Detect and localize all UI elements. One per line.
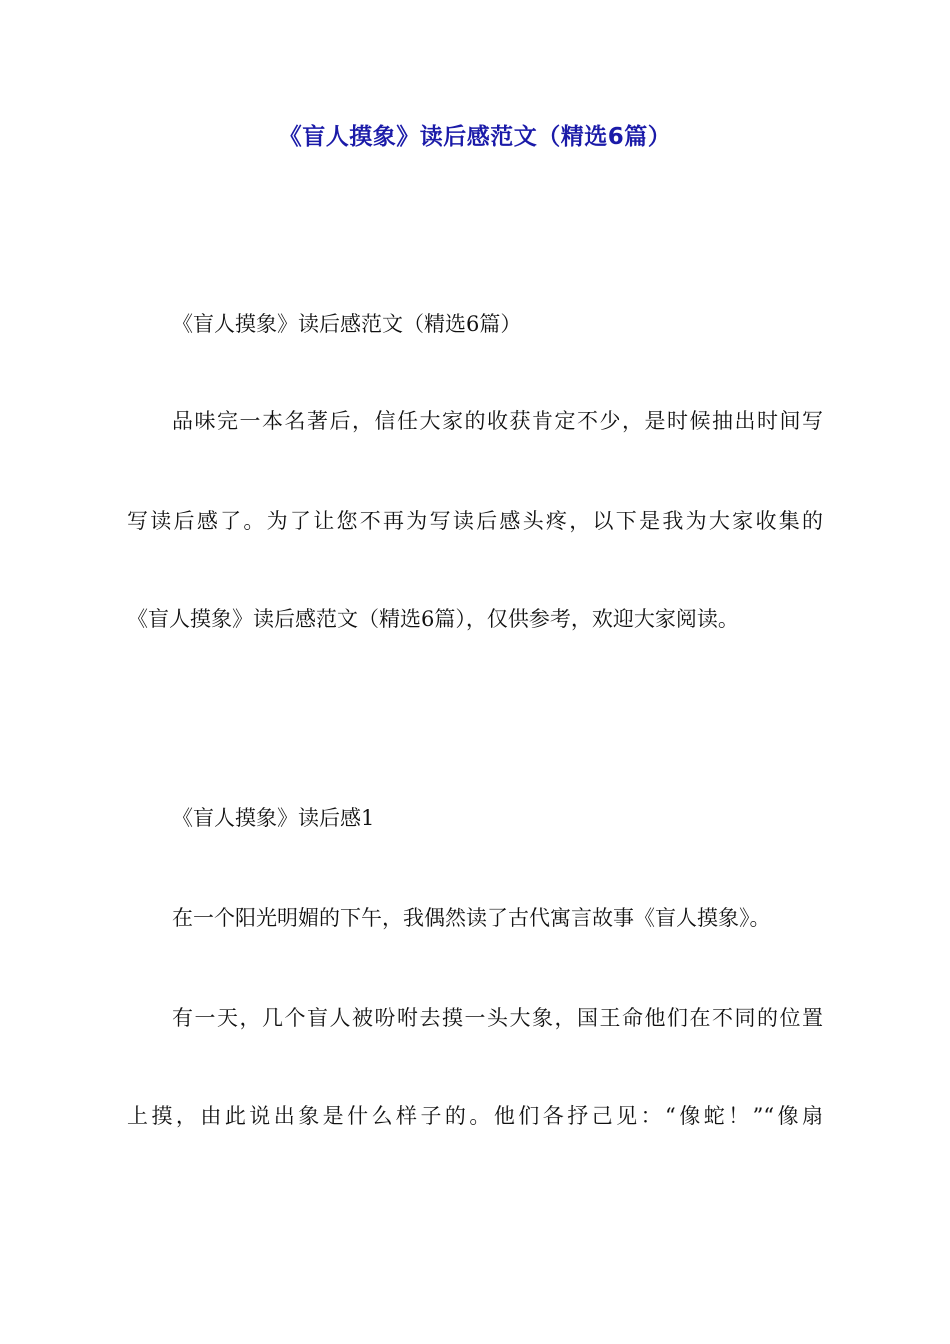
body-line: 上摸，由此说出象是什么样子的。他们各抒己见：“像蛇！”“像扇 <box>127 1104 823 1128</box>
document-subtitle: 《盲人摸象》读后感范文（精选6篇） <box>172 312 522 336</box>
document-title: 《盲人摸象》读后感范文（精选6篇） <box>278 124 672 150</box>
body-line: 有一天，几个盲人被吩咐去摸一头大象，国王命他们在不同的位置 <box>172 1006 823 1030</box>
intro-line: 写读后感了。为了让您不再为写读后感头疼，以下是我为大家收集的 <box>127 509 823 533</box>
intro-line: 《盲人摸象》读后感范文（精选6篇），仅供参考，欢迎大家阅读。 <box>127 607 739 631</box>
section-heading: 《盲人摸象》读后感1 <box>172 806 375 830</box>
body-line: 在一个阳光明媚的下午，我偶然读了古代寓言故事《盲人摸象》。 <box>172 906 771 930</box>
intro-line: 品味完一本名著后，信任大家的收获肯定不少，是时候抽出时间写 <box>172 409 823 433</box>
